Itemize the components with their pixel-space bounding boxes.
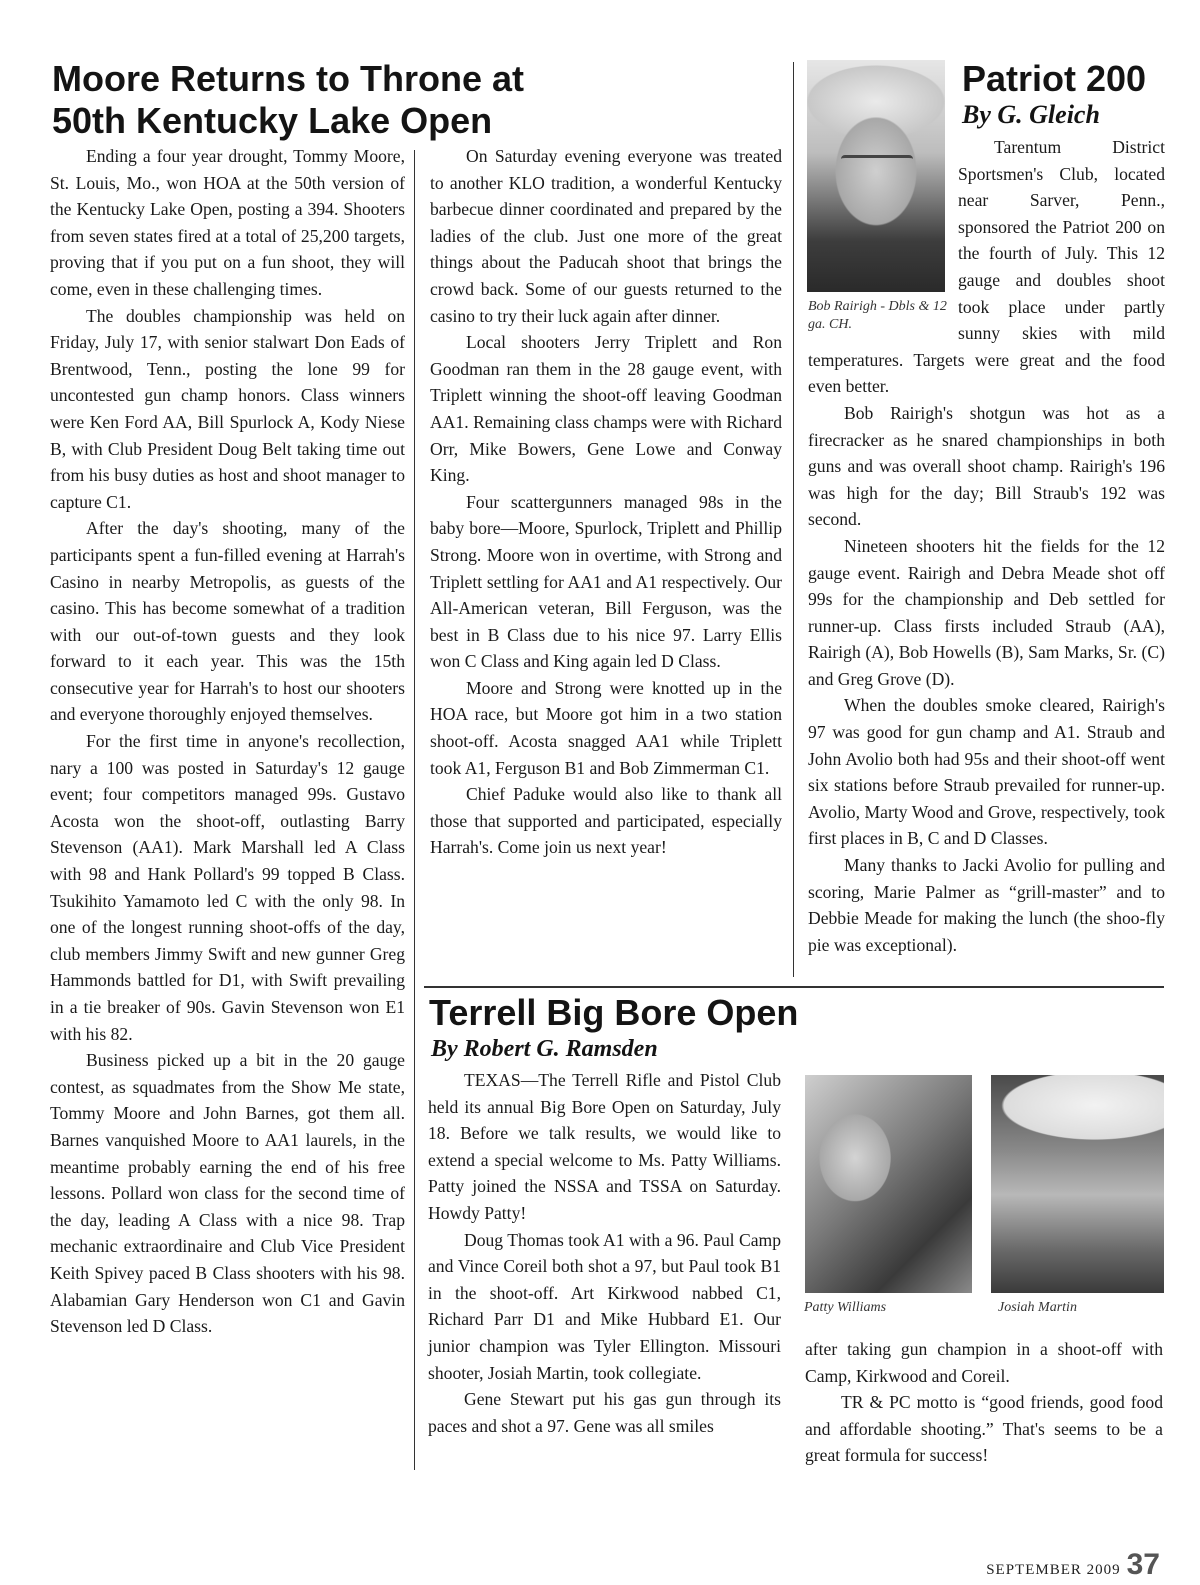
paragraph: Many thanks to Jacki Avolio for pulling and scoring, Marie Palmer as “grill-master” and to Debbie Meade for making the lunch (the shoo-fly pie was exceptional). xyxy=(808,855,1165,955)
paragraph: Tarentum District Sportsmen's Club, located near Sarver, Penn., sponsored the Patriot 200 on the fourth of July. This 12 gauge and doubles shoot took place under partly sunny skies with mild temperatures. Targets were great and the food even better. xyxy=(808,137,1165,397)
paragraph: Nineteen shooters hit the fields for the 12 gauge event. Rairigh and Debra Meade shot off 99s for the championship and Deb settled for runner-up. Class firsts included Straub (AA), Rairigh (A), Bob Howells (B), Sam Marks, Sr. (C) and Greg Grove (D). xyxy=(808,535,1165,689)
paragraph: When the doubles smoke cleared, Rairigh's 97 was good for gun champ and A1. Straub and John Avolio both had 95s and their shoot-off went six stations before Straub prevailed for runner-up. Avolio, Marty Wood and Grove, respectively, took first places in B, C and D Classes. xyxy=(808,695,1165,849)
terrell-byline: By Robert G. Ramsden xyxy=(431,1036,658,1062)
bob-rairigh-caption: Bob Rairigh - Dbls & 12 ga. CH. xyxy=(808,299,947,332)
terrell-column-2 xyxy=(805,1336,1163,1469)
page-number: 37 xyxy=(1126,1548,1160,1581)
paragraph: Gene Stewart put his gas gun through its paces and shot a 97. Gene was all smiles xyxy=(428,1389,781,1436)
column-divider xyxy=(414,150,415,1470)
terrell-column-1 xyxy=(428,1067,781,1439)
patriot-byline: By G. Gleich xyxy=(962,100,1100,129)
moore-column-2 xyxy=(430,143,782,861)
patty-williams-caption: Patty Williams xyxy=(804,1300,887,1315)
terrell-headline: Terrell Big Bore Open xyxy=(429,992,799,1033)
paragraph: Business picked up a bit in the 20 gauge contest, as squadmates from the Show Me state, Tommy Moore and John Barnes, got them all. Barnes vanquished Moore to AA1 laurels, in the meantime probably earning the end of his free lessons. Pollard won class for the second time of the day, leading A Class with a nice 98. Trap mechanic extraordinaire and Club Vice President Keith Spivey paced B Class shooters with his 98. Alabamian Gary Henderson won C1 and Gavin Stevenson led D Class. xyxy=(50,1050,405,1337)
patriot-column xyxy=(808,134,1165,958)
patriot-headline: Patriot 200 xyxy=(962,58,1147,99)
moore-headline-line-1: Moore Returns to Throne at xyxy=(52,58,525,99)
paragraph: For the first time in anyone's recollection, nary a 100 was posted in Saturday's 12 gauge event; four competitors managed 99s. Gustavo Acosta won the shoot-off, outlasting Barry Stevenson (AA1). Mark Marshall led A Class with 98 and Hank Pollard's 99 topped B Class. Tsukihito Yamamoto led C with the only 98. In one of the longest running shoot-offs of the day, club members Jimmy Swift and new gunner Greg Hammonds battled for D1, with Swift prevailing in a tie breaker of 90s. Gavin Stevenson won E1 with his 82. xyxy=(50,731,405,1044)
moore-column-1 xyxy=(50,143,405,1340)
page-folio xyxy=(986,1548,1160,1582)
paragraph: On Saturday evening everyone was treated to another KLO tradition, a wonderful Kentucky barbecue dinner coordinated and prepared by the ladies of the club. Just one more of the great things about the Paducah shoot that brings the crowd back. Some of our guests returned to the casino to try their luck again after dinner. xyxy=(430,146,782,326)
paragraph: Local shooters Jerry Triplett and Ron Goodman ran them in the 28 gauge event, with Triplett winning the shoot-off leaving Goodman AA1. Remaining class champs were with Richard Orr, Mike Bowers, Gene Lowe and Conway King. xyxy=(430,332,782,486)
paragraph: Chief Paduke would also like to thank all those that supported and participated, especially Harrah's. Come join us next year! xyxy=(430,784,782,858)
photo-spacer xyxy=(808,134,958,344)
paragraph: Ending a four year drought, Tommy Moore, St. Louis, Mo., won HOA at the 50th version of the Kentucky Lake Open, posting a 394. Shooters from seven states fired at a total of 25,200 targets, proving that if you put on a fun shoot, they will come, even in these challenging times. xyxy=(50,146,405,299)
issue-date: SEPTEMBER 2009 xyxy=(986,1562,1121,1578)
paragraph: TEXAS—The Terrell Rifle and Pistol Club held its annual Big Bore Open on Saturday, July 18. Before we talk results, we would like to extend a special welcome to Ms. Patty Williams. Patty joined the NSSA and TSSA on Saturday. Howdy Patty! xyxy=(428,1070,781,1223)
josiah-martin-caption: Josiah Martin xyxy=(998,1300,1077,1315)
paragraph: Doug Thomas took A1 with a 96. Paul Camp and Vince Coreil both shot a 97, but Paul took B1 in the shoot-off. Art Kirkwood nabbed C1, Richard Parr D1 and Mike Hubbard E1. Our junior champion was Tyler Ellington. Missouri shooter, Josiah Martin, took collegiate. xyxy=(428,1229,781,1383)
paragraph: Four scattergunners managed 98s in the baby bore—Moore, Spurlock, Triplett and Phillip Strong. Moore won in overtime, with Strong and Triplett settling for AA1 and A1 respectively. Our All-American veteran, Bill Ferguson, was the best in B Class due to his nice 97. Larry Ellis won C Class and King again led D Class. xyxy=(430,491,782,672)
paragraph: The doubles championship was held on Friday, July 17, with senior stalwart Don Eads of Brentwood, Tenn., posting the lone 99 for uncontested gun champ honors. Class winners were Ken Ford AA, Bill Spurlock A, Kody Niese B, with Club President Doug Belt taking time out from his busy duties as host and shoot manager to capture C1. xyxy=(50,305,405,512)
paragraph: After the day's shooting, many of the participants spent a fun-filled evening at Harrah's Casino in nearby Metropolis, as guests of the casino. This has become somewhat of a tradition with our out-of-town guests and they look forward to it each year. This was the 15th consecutive year for Harrah's to host our shooters and everyone thoroughly enjoyed themselves. xyxy=(50,518,405,725)
josiah-martin-photo xyxy=(991,1075,1164,1293)
moore-headline-line-2: 50th Kentucky Lake Open xyxy=(52,100,493,141)
column-divider xyxy=(793,62,794,977)
paragraph: after taking gun champion in a shoot-off with Camp, Kirkwood and Coreil. xyxy=(805,1339,1163,1386)
paragraph: TR & PC motto is “good friends, good food and affordable shooting.” That's seems to be a great formula for success! xyxy=(805,1392,1163,1466)
section-divider xyxy=(424,986,1164,988)
paragraph: Moore and Strong were knotted up in the HOA race, but Moore got him in a two station shoot-off. Acosta snagged AA1 while Triplett took A1, Ferguson B1 and Bob Zimmerman C1. xyxy=(430,677,782,778)
patty-williams-photo xyxy=(805,1075,972,1293)
paragraph: Bob Rairigh's shotgun was hot as a firecracker as he snared championships in both guns and was overall shoot champ. Rairigh's 196 was high for the day; Bill Straub's 192 was second. xyxy=(808,402,1165,530)
